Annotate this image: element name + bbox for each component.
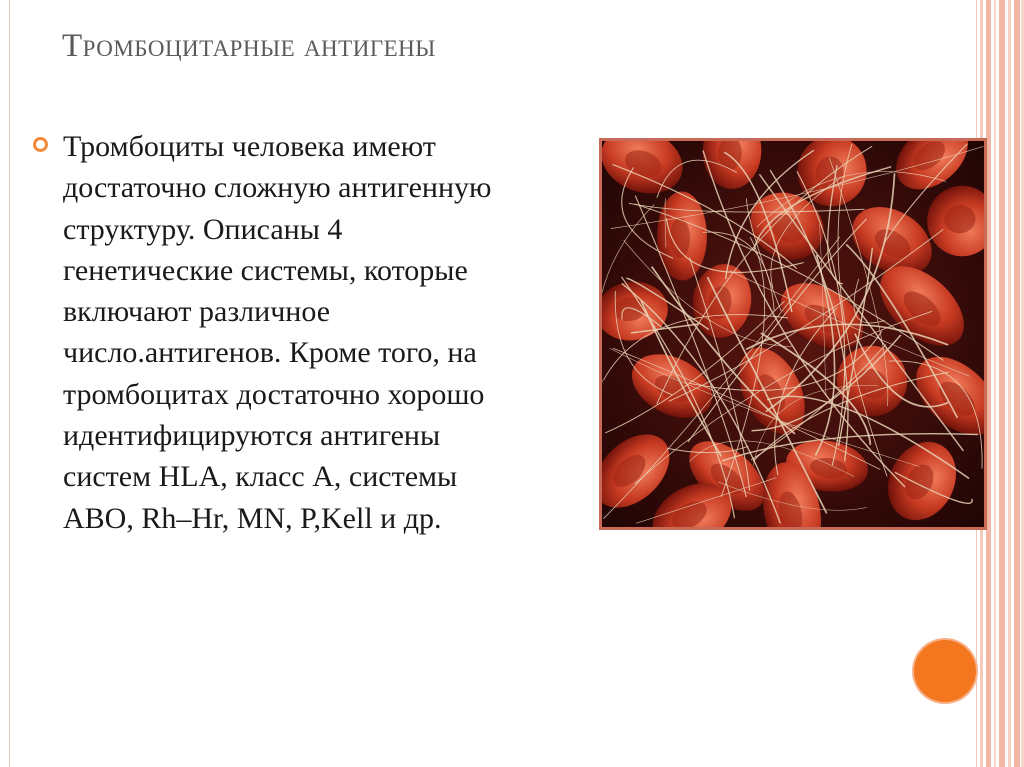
body-line: включают различное	[63, 295, 331, 329]
body-line: систем HLA, класс A, системы	[63, 460, 458, 494]
decor-stripe	[1008, 0, 1011, 767]
body-line: ABO, Rh–Hr, MN, P,Kell и др.	[63, 501, 442, 535]
decorative-orange-circle	[914, 640, 976, 702]
decor-stripe	[994, 0, 996, 767]
body-text	[63, 126, 608, 546]
blood-clot-photo	[599, 138, 987, 530]
blood-cells-fibrin-illustration	[602, 141, 984, 527]
slide-title: Тромбоцитарные антигены	[62, 28, 436, 64]
cell-dimple	[670, 218, 690, 258]
body-line: достаточно сложную антигенную	[63, 171, 492, 205]
decor-stripe	[1014, 0, 1020, 767]
body-line: идентифицируются антигены	[63, 419, 441, 453]
orange-ring-bullet-icon	[33, 137, 48, 152]
body-line: Тромбоциты человека имеют	[63, 130, 436, 163]
body-line: структуру. Описаны 4	[63, 212, 343, 246]
body-line: число.антигенов. Кроме того, на	[63, 336, 477, 370]
body-line: генетические системы, которые	[63, 253, 468, 287]
body-line: тромбоцитах достаточно хорошо	[63, 377, 485, 411]
decor-stripe	[999, 0, 1005, 767]
